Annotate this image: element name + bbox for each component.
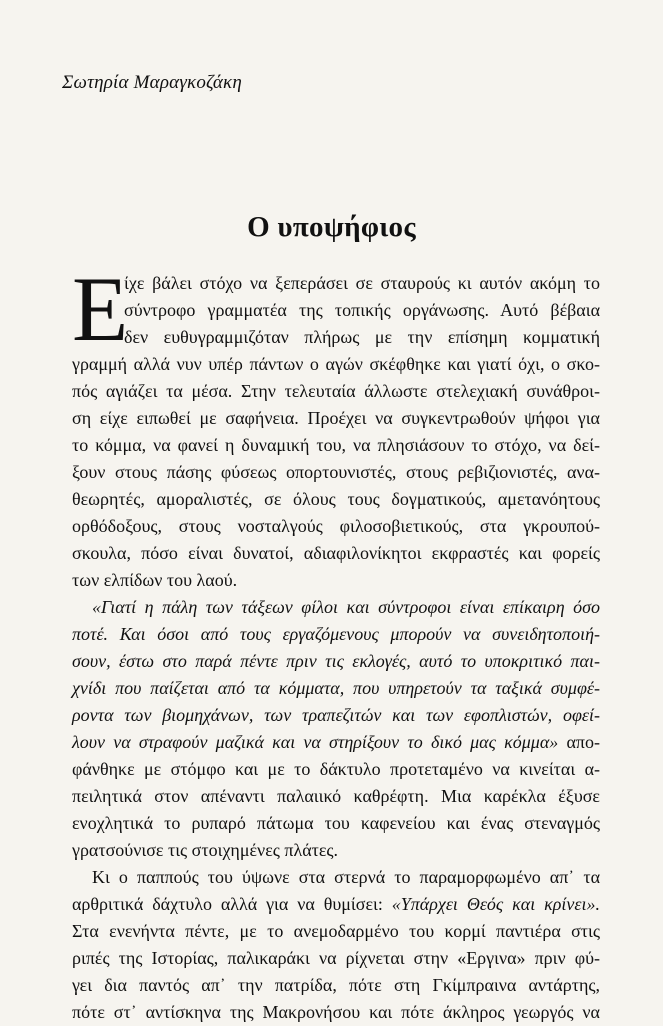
- text-line: γραμμή αλλά νυν υπέρ πάντων ο αγών σκέφθηκε και γιατί όχι, ο σκο-: [72, 354, 600, 374]
- text-line: ορθόδοξους, στους νοσταλγούς φιλοσοβιετικούς, στα γκρουπού-: [72, 516, 600, 536]
- mixed-line: [72, 891, 600, 918]
- text-line: θεωρητές, αμοραλιστές, σε όλους τους δογματικούς, αμετανόητους: [72, 489, 600, 509]
- text-fragment: απο-: [566, 732, 601, 752]
- running-head-author: Σωτηρία Μαραγκοζάκη: [62, 72, 242, 93]
- text-line: ξουν στους πάσης φύσεως οπορτουνιστές, στους ρεβιζιονιστές, ανα-: [72, 462, 600, 482]
- text-line: ενοχλητικά το ρυπαρό πάτωμα του καφενείου και ένας στεναγμός: [72, 813, 600, 833]
- text-line: γρατσούνισε τις στοιχημένες πλάτες.: [72, 840, 339, 860]
- text-line: πότε στ᾿ αντίσκηνα της Μακρονήσου και πότε άκληρος γεωργός να: [72, 1002, 600, 1022]
- text-line: ση είχε ειπωθεί με σαφήνεια. Προέχει να συγκεντρωθούν ψήφοι για: [72, 408, 600, 428]
- text-line: γει δια παντός απ᾿ την πατρίδα, πότε στη Γκίμπραινα αντάρτης,: [72, 975, 600, 995]
- text-line: το κόμμα, να φανεί η δυναμική του, να πλησιάσουν το στόχο, να δεί-: [72, 435, 600, 455]
- text-line: Κι ο παππούς του ύψωνε στα στερνά το παραμορφωμένο απ᾿ τα: [92, 867, 600, 887]
- text-line: των ελπίδων του λαού.: [72, 570, 238, 590]
- chapter-title: Ο υποψήφιος: [247, 211, 416, 243]
- text-fragment: αρθριτικά δάχτυλο αλλά για να θυμίσει:: [72, 894, 383, 914]
- text-line: δεν ευθυγραμμιζόταν πλήρως με την επίσημη κομματική: [124, 327, 600, 347]
- mixed-line: [72, 729, 600, 756]
- text-line: Στα ενενήντα πέντε, με το ανεμοδαρμένο του κορμί παντιέρα στις: [72, 921, 600, 941]
- text-line: φάνθηκε με στόμφο και με το δάκτυλο προτεταμένο να κινείται α-: [72, 759, 600, 779]
- quote-fragment: «Υπάρχει Θεός και κρίνει».: [391, 894, 600, 914]
- text-line: ριπές της Ιστορίας, παλικαράκι να ρίχνεται στην «Εργινα» πριν φύ-: [72, 948, 600, 968]
- quote-line: σουν, έστω στο παρά πέντε πριν τις εκλογές, αυτό το υποκριτικό παι-: [72, 651, 600, 671]
- quote-line: χνίδι που παίζεται από τα κόμματα, που υπηρετούν τα ταξικά συμφέ-: [72, 678, 600, 698]
- quote-line: «Γιατί η πάλη των τάξεων φίλοι και σύντροφοι είναι επίκαιρη όσο: [92, 597, 600, 617]
- quote-fragment: λουν να στραφούν μαζικά και να στηρίξουν το δικό μας κόμμα»: [72, 732, 559, 752]
- text-line: σκουλα, πόσο είναι δυνατοί, αδιαφιλονίκητοι εκφραστές και φορείς: [72, 543, 600, 563]
- quote-line: ποτέ. Και όσοι από τους εργαζόμενους μπορούν να συνειδητοποιή-: [72, 624, 600, 644]
- text-line: ίχε βάλει στόχο να ξεπεράσει σε σταυρούς κι αυτόν ακόμη το: [124, 273, 600, 293]
- text-line: πός αγιάζει τα μέσα. Στην τελευταία άλλωστε στελεχιακή συνάθροι-: [72, 381, 600, 401]
- body-text: [72, 258, 601, 1026]
- text-line: σύντροφο γραμματέα της τοπικής οργάνωσης. Αυτό βέβαια: [124, 300, 600, 320]
- text-line: πειλητικά στον απέναντι παλαιικό καθρέφτη. Μια καρέκλα έξυσε: [72, 786, 600, 806]
- drop-cap: Ε: [72, 258, 129, 360]
- quote-line: ροντα των βιομηχάνων, των τραπεζιτών και των εφοπλιστών, οφεί-: [72, 705, 600, 725]
